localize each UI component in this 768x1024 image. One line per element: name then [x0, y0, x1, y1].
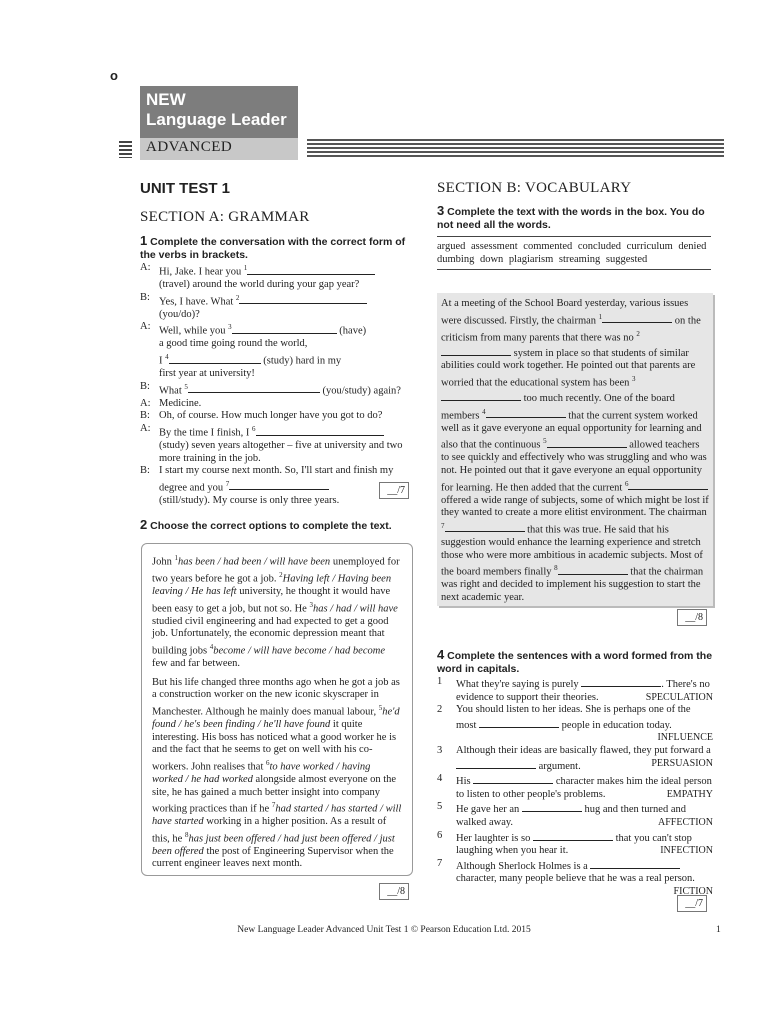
- q4-sentences: [437, 676, 713, 899]
- q3-text: offered a wide range of subjects, some of which might be lost if they wanted to create a more elitist environment. The chairman: [441, 494, 709, 519]
- line-text: I start my course next month. So, I'll start and finish my degree and you: [159, 465, 394, 494]
- q2-text-box: [141, 543, 413, 876]
- conversation-line: [140, 398, 417, 411]
- q1-instruction-text: Complete the conversation with the correct form of the verbs in brackets.: [140, 236, 406, 261]
- q2-options: has been / had been / will have been: [177, 556, 331, 568]
- conversation-line: [140, 292, 417, 322]
- capital-word: AFFECTION: [657, 816, 713, 828]
- line-text: (you/study) again?: [319, 385, 401, 397]
- sentence-number: 2: [437, 704, 443, 716]
- line-text: (study) hard in my: [260, 355, 342, 367]
- line-text: I: [159, 355, 166, 367]
- speaker-label: B:: [140, 410, 150, 422]
- sentence-item: [437, 773, 713, 801]
- sentence-item: [437, 704, 713, 745]
- section-b-title: SECTION B: VOCABULARY: [437, 180, 632, 196]
- line-text: first year at university!: [159, 368, 255, 380]
- line-text: a good time going round the world,: [159, 338, 308, 350]
- capital-word: INFLUENCE: [657, 732, 713, 744]
- q2-score-box: __/8: [379, 883, 409, 900]
- sentence-text: [456, 745, 713, 773]
- q3-gap-number: 2: [636, 329, 640, 338]
- capital-word: INFECTION: [660, 845, 713, 857]
- header-stripes-right: [307, 139, 724, 157]
- capital-word: PERSUASION: [651, 757, 713, 769]
- q3-passage-text: [441, 298, 709, 604]
- q4-number: 4: [437, 647, 445, 662]
- q2-text: few and far between.: [152, 658, 241, 670]
- line-text: (you/do)?: [159, 308, 200, 320]
- q3-text: that the current system worked well as it gave everyone an equal opportunity for learning and also that the continuous: [441, 410, 702, 451]
- sentence-text: [456, 676, 713, 704]
- sentence-part: Although Sherlock Holmes is a: [456, 860, 591, 872]
- answer-blank-4: [169, 353, 261, 364]
- q3-word-box: argued assessment commented concluded curriculum denied dumbing down plagiarism streaming suggested: [437, 236, 711, 270]
- line-text: Medicine.: [159, 397, 202, 409]
- q2-options: to have worked / having worked / he had worked: [152, 761, 371, 785]
- q2-text: John: [152, 556, 175, 568]
- line-text: By the time I finish, I: [159, 427, 253, 439]
- sentence-item: [437, 830, 713, 858]
- q2-text: working in a higher position. As a result of this, he: [152, 816, 387, 845]
- line-text: Hi, Jake. I hear you: [159, 266, 244, 278]
- q3-text: on the criticism from many parents that there was no: [441, 315, 701, 344]
- q2-options: had started / has started / will have started: [152, 803, 402, 828]
- conversation-text: [159, 398, 201, 411]
- q2-text: the post of Engineering Supervisor when the current engineer leaves next month.: [152, 845, 394, 870]
- q3-instruction: [437, 204, 712, 232]
- q2-gap-number: 7: [271, 801, 276, 810]
- speaker-label: A:: [140, 423, 151, 435]
- line-text: Well, while you: [159, 325, 229, 337]
- logo-line-2: Language Leader: [146, 110, 287, 129]
- q2-text: university, he thought it would have been easy to get a job, but not so. He: [152, 586, 391, 615]
- q4-instruction-text: Complete the sentences with a word formed from the word in capitals.: [437, 650, 713, 675]
- speaker-label: B:: [140, 380, 150, 392]
- q3-gap-number: 7: [441, 521, 445, 530]
- sentence-part: argument.: [536, 760, 581, 772]
- q4-score-box: __/7: [677, 895, 707, 912]
- q4-instruction: [437, 648, 715, 676]
- q2-gap-number: 2: [279, 571, 283, 580]
- speaker-label: A:: [140, 397, 151, 409]
- q2-options: has / had / will have: [312, 603, 398, 615]
- answer-blank-2: [239, 293, 367, 304]
- conversation-line: [140, 321, 417, 351]
- conversation-line: [140, 465, 417, 507]
- q2-gap-number: 8: [184, 830, 189, 839]
- answer-blank-17: [628, 479, 708, 490]
- q2-text: it quite interesting. His boss has noticed what a good worker he is and the fact that he seems to get on well with his co-workers. John realises that: [152, 719, 397, 773]
- gap-number: 7: [225, 479, 230, 488]
- answer-blank-11: [486, 407, 566, 418]
- sentence-item: [437, 801, 713, 829]
- answer-blank-14: [547, 437, 627, 448]
- line-text: Yes, I have. What: [159, 296, 236, 308]
- q2-number: 2: [140, 517, 148, 532]
- answer-blank-6: [256, 425, 384, 436]
- sentence-number: 3: [437, 744, 443, 756]
- capital-word: FICTION: [673, 885, 713, 897]
- sentence-text: [456, 830, 713, 858]
- sentence-number: 7: [437, 857, 443, 869]
- conversation-line: [140, 423, 417, 465]
- conversation-text: [159, 262, 375, 292]
- q3-gap-number: 3: [631, 374, 636, 383]
- sentence-item: [437, 858, 713, 899]
- q3-gap-number: 5: [543, 437, 547, 446]
- conversation-text: [159, 381, 401, 398]
- conversation-text: [159, 410, 382, 423]
- gap-number: 2: [235, 293, 240, 302]
- conversation-line: [140, 381, 417, 398]
- conversation-line: [140, 351, 417, 381]
- answer-blank-4: [473, 773, 553, 784]
- gap-number: 1: [243, 264, 248, 272]
- q2-gap-number: 3: [309, 600, 313, 609]
- q2-instruction: [140, 518, 415, 533]
- section-a-title: SECTION A: GRAMMAR: [140, 209, 310, 225]
- answer-blank-20: [445, 521, 525, 532]
- answer-blank-5: [522, 801, 582, 812]
- q2-text: unemployed for two years before he got a job.: [152, 556, 400, 585]
- answer-blank-1: [247, 264, 375, 275]
- sentence-part: that you can't stop laughing when you hear it.: [456, 832, 692, 857]
- q2-options: he'd found / he's been finding / he'll have found: [152, 706, 400, 731]
- capital-word: SPECULATION: [645, 691, 713, 703]
- q2-gap-number: 6: [266, 758, 270, 767]
- q3-gap-number: 6: [624, 479, 629, 488]
- sentence-text: [456, 801, 713, 829]
- logo-level: ADVANCED: [140, 138, 298, 160]
- speaker-label: A:: [140, 321, 151, 333]
- answer-blank-7: [229, 479, 329, 490]
- q3-text: allowed teachers to see quickly and effectively who was struggling and who was not. He pointed out that it gave everyone an equal opportunity for learning. He then added that the current: [441, 439, 707, 494]
- q1-instruction: [140, 234, 415, 262]
- q2-gap-number: 4: [209, 643, 214, 652]
- sentence-number: 5: [437, 801, 443, 813]
- page-footer: New Language Leader Advanced Unit Test 1 © Pearson Education Ltd. 2015: [237, 925, 531, 935]
- logo-line-1: NEW: [146, 90, 186, 109]
- gap-number: 6: [252, 425, 256, 434]
- answer-blank-7: [590, 858, 680, 869]
- q3-number: 3: [437, 203, 445, 218]
- line-text: (study) seven years altogether – five at university and two more training in the job.: [159, 440, 403, 464]
- sentence-part: hug and then turned and walked away.: [456, 804, 686, 828]
- answer-blank-1: [581, 676, 661, 687]
- answer-blank-3: [456, 758, 536, 769]
- answer-blank-2: [479, 717, 559, 728]
- sentence-part: people in education today.: [559, 719, 672, 731]
- q1-conversation: [140, 262, 417, 508]
- conversation-text: [159, 292, 367, 322]
- conversation-text: [159, 423, 417, 465]
- sentence-part: character, many people believe that he was a real person.: [456, 873, 695, 885]
- sentence-number: 1: [437, 676, 443, 687]
- q2-options: Having left / Having been leaving / He has left: [152, 573, 392, 598]
- conversation-line: [140, 410, 417, 423]
- sentence-part: What they're saying is purely: [456, 679, 582, 690]
- answer-blank-6: [533, 830, 613, 841]
- line-text: (have): [336, 325, 367, 337]
- speaker-label: B:: [140, 465, 150, 477]
- q2-instruction-text: Choose the correct options to complete the text.: [150, 520, 392, 532]
- speaker-label: A:: [140, 262, 151, 273]
- sentence-text: [456, 704, 713, 745]
- sentence-part: He gave her an: [456, 804, 522, 816]
- answer-blank-3: [232, 323, 337, 334]
- series-logo: [140, 86, 298, 160]
- q2-options: has just been offered / had just been offered / just been offered: [152, 833, 395, 857]
- sentence-part: character makes him the ideal person to listen to other people's problems.: [456, 776, 712, 800]
- conversation-line: [140, 262, 417, 292]
- sentence-part: Although their ideas are basically flawed, they put forward a: [456, 744, 711, 756]
- q2-options: become / will have become / had become: [213, 645, 385, 657]
- sentence-text: [456, 858, 713, 899]
- answer-blank-2: [602, 312, 672, 323]
- q2-gap-number: 1: [174, 554, 178, 562]
- sentence-part: Her laughter is so: [456, 832, 533, 844]
- unit-title: UNIT TEST 1: [140, 180, 231, 197]
- capital-word: EMPATHY: [666, 788, 713, 800]
- sentence-number: 4: [437, 773, 443, 785]
- answer-blank-8: [441, 390, 521, 401]
- sentence-part: You should listen to her ideas. She is perhaps one of the most: [456, 704, 691, 731]
- q3-text: that the chairman was right and decided to implement his suggestion to start the next academic year.: [441, 566, 704, 603]
- sentence-part: . There's no evidence to support their theories.: [456, 679, 710, 703]
- q3-text: too much recently. One of the board members: [441, 393, 675, 422]
- q2-paragraph-1: [152, 552, 402, 671]
- line-text: (still/study). My course is only three years.: [159, 495, 340, 506]
- corner-mark: o: [110, 68, 118, 83]
- q3-gap-number: 8: [554, 564, 558, 573]
- speaker-label: [140, 351, 159, 381]
- q3-gap-number: 1: [598, 312, 603, 321]
- sentence-item: [437, 745, 713, 773]
- sentence-number: 6: [437, 829, 443, 841]
- q3-score-box: __/8: [677, 609, 707, 626]
- q2-text: studied civil engineering and had expected to get a good job. Unfortunately, the economic depression meant that building jobs: [152, 615, 389, 657]
- gap-number: 3: [228, 323, 232, 332]
- sentence-part: His: [456, 776, 474, 788]
- conversation-text: [159, 321, 366, 351]
- q2-paragraph-2: [152, 677, 402, 871]
- line-text: Oh, of course. How much longer have you got to do?: [159, 410, 383, 422]
- q3-passage: [437, 293, 713, 606]
- conversation-text: [159, 351, 341, 381]
- q3-gap-number: 4: [482, 407, 486, 416]
- q3-text: that this was true. He said that his suggestion would enhance the learning experience and stretch those who were more ambitious in academic subjects. Most of the board members finally: [441, 524, 703, 578]
- q3-instruction-text: Complete the text with the words in the box. You do not need all the words.: [437, 206, 705, 231]
- header-stripes-left: [119, 141, 132, 158]
- answer-blank-5: [441, 345, 511, 356]
- sentence-item: [437, 676, 713, 704]
- gap-number: 4: [165, 353, 169, 362]
- page-number: 1: [716, 925, 721, 935]
- answer-blank-5: [188, 382, 320, 393]
- q1-number: 1: [140, 233, 148, 248]
- line-text: What: [159, 385, 185, 397]
- gap-number: 5: [184, 382, 188, 391]
- q2-text: But his life changed three months ago when he got a job as a construction worker on the new iconic skyscraper in Manchester. Although he mainly does manual labour,: [152, 676, 400, 718]
- speaker-label: B:: [140, 291, 150, 303]
- line-text: (travel) around the world during your gap year?: [159, 279, 360, 291]
- q2-text: alongside almost everyone on the site, he has gained a much better insight into company working practices than if he: [152, 773, 397, 815]
- q3-text: At a meeting of the School Board yesterday, various issues were discussed. Firstly, the chairman: [441, 298, 689, 327]
- q1-score-box: __/7: [379, 482, 409, 499]
- q3-text: system in place so that students of similar abilities could work together. He pointed out that parents are worried that the educational system has been: [441, 347, 696, 389]
- q2-gap-number: 5: [378, 703, 383, 712]
- answer-blank-23: [558, 564, 628, 575]
- sentence-text: [456, 773, 713, 801]
